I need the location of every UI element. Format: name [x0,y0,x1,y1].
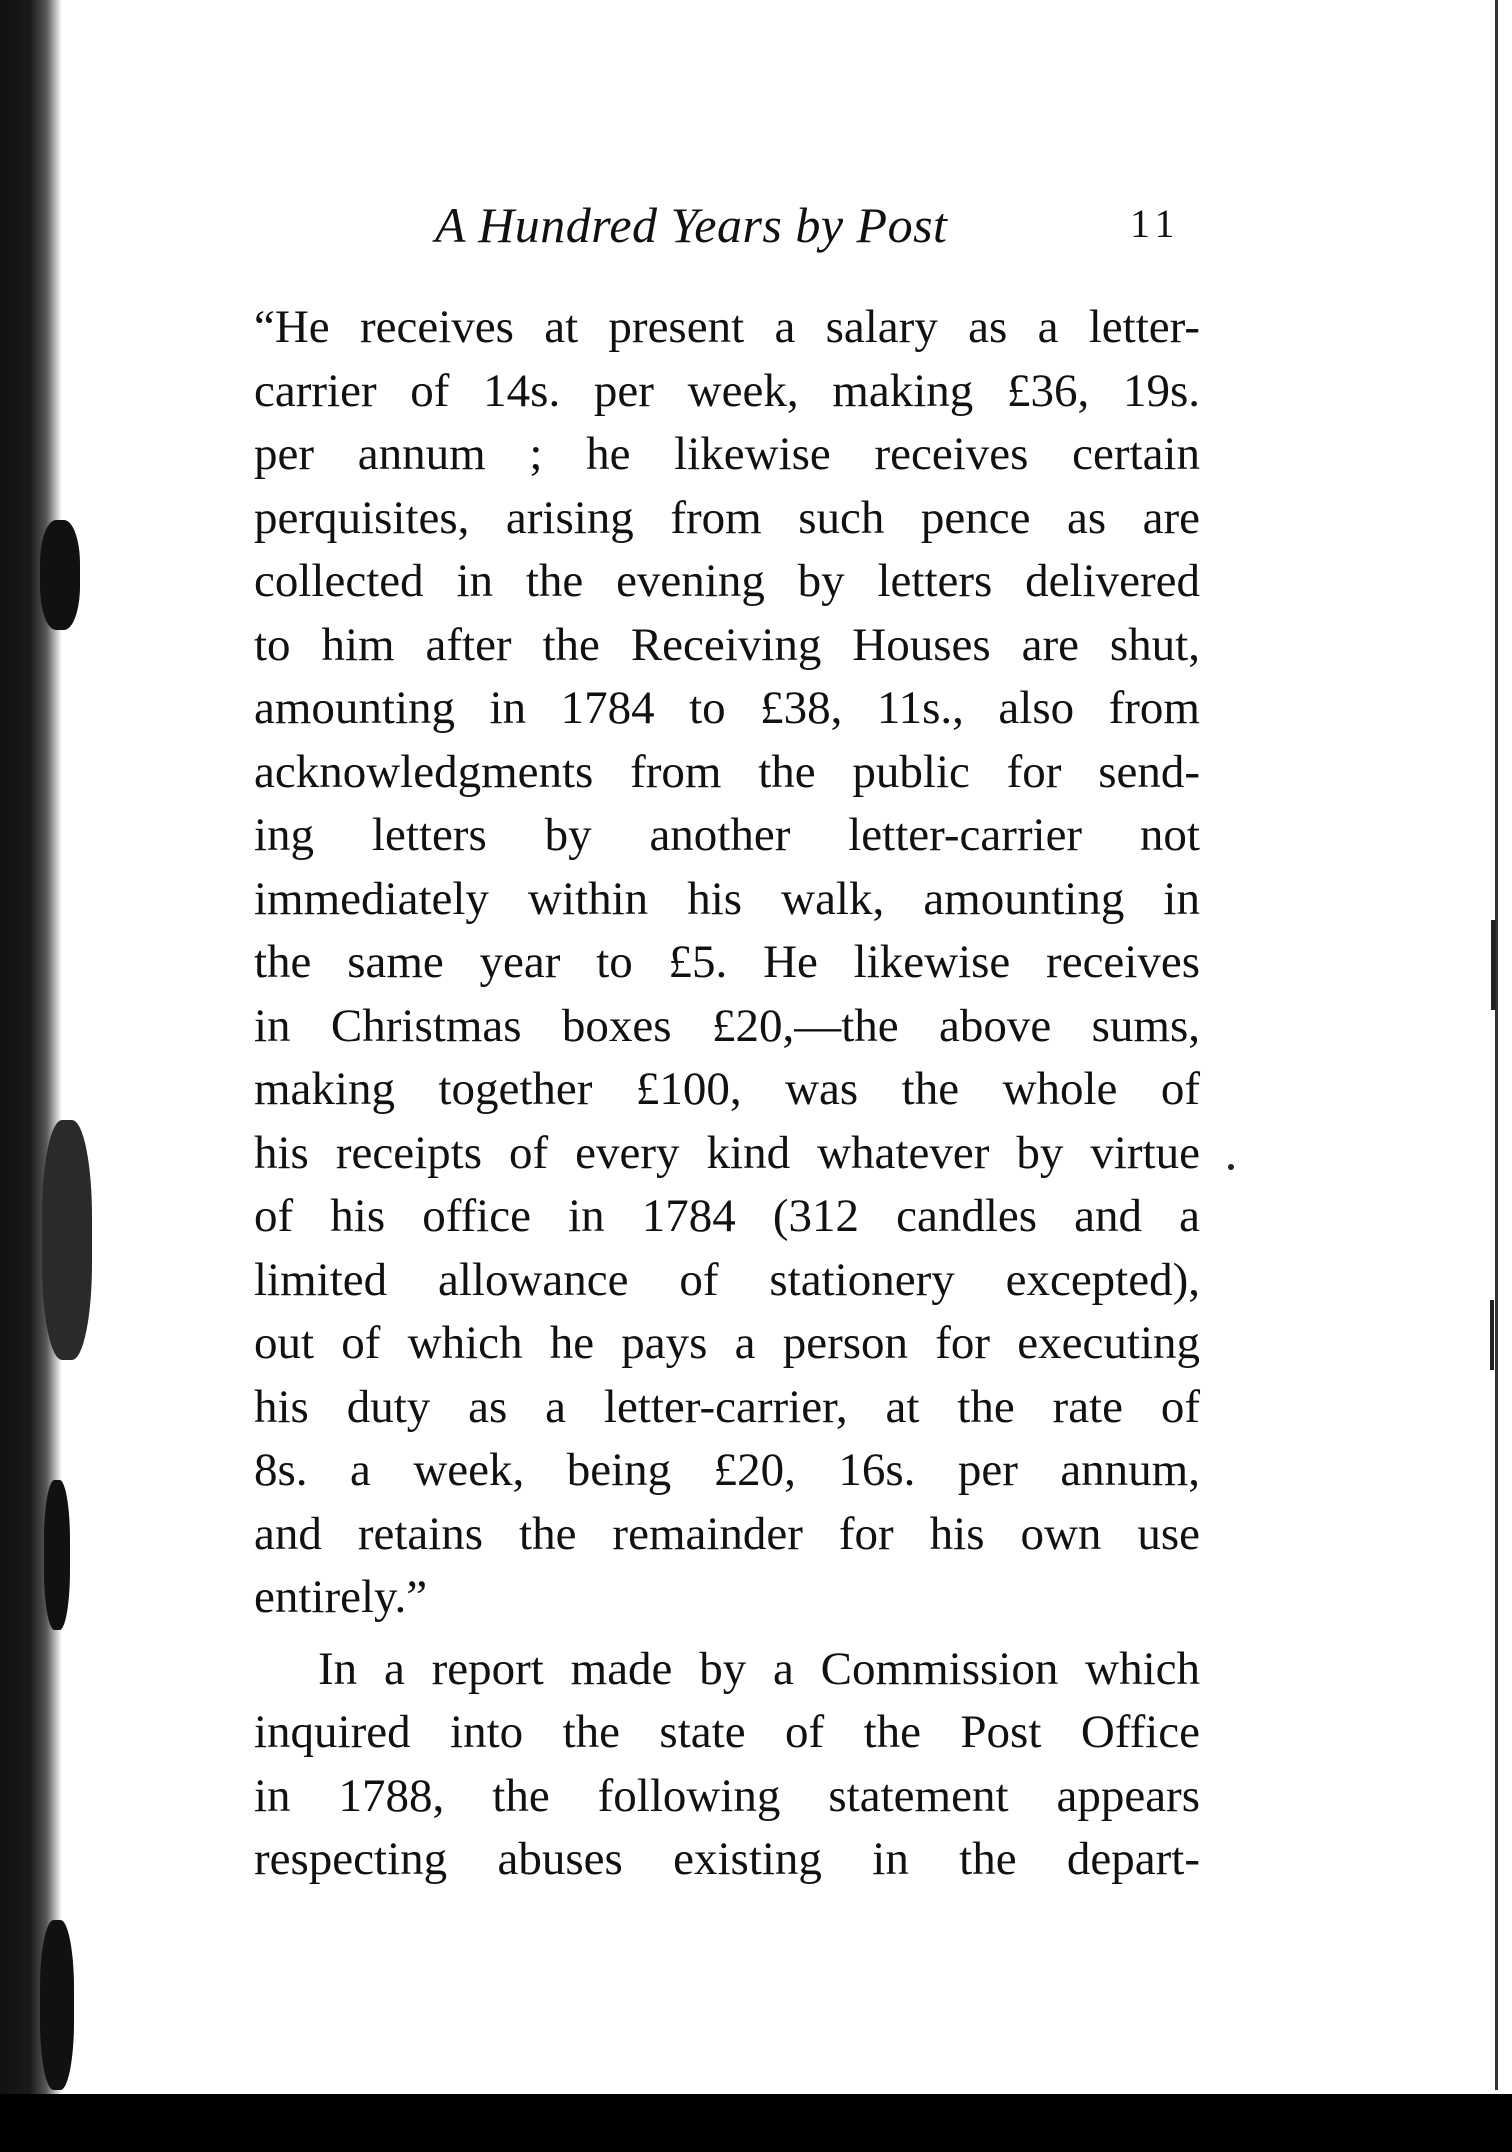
text-line: to him after the Receiving Houses are shut, [254,618,1200,671]
running-header [250,196,1200,256]
page-number: 11 [1130,201,1181,246]
scan-blot [44,1480,70,1630]
text-line: ing letters by another letter-carrier not [254,809,1200,861]
body-text [254,296,1200,1892]
text-line: of his office in 1784 (312 candles and a [254,1190,1200,1242]
scan-left-edge-shadow [0,0,62,2152]
text-line: perquisites, arising from such pence as are [254,491,1200,544]
scan-blot [42,1120,92,1360]
text-line: in 1788, the following statement appears [254,1769,1200,1822]
text-line: in Christmas boxes £20,—the above sums, [254,999,1200,1052]
text-line: “He receives at present a salary as a letter- [254,301,1200,353]
text-line: the same year to £5. He likewise receives [254,936,1200,988]
text-line: his duty as a letter-carrier, at the rate of [254,1380,1200,1433]
running-title: A Hundred Years by Post [435,197,948,253]
text-line: per annum ; he likewise receives certain [254,428,1200,480]
text-line: immediately within his walk, amounting in [254,872,1200,925]
text-line: amounting in 1784 to £38, 11s., also from [254,682,1200,734]
scan-right-mark [1491,920,1496,1010]
scan-bottom-edge [0,2094,1512,2152]
text-line: entirely.” [254,1571,428,1623]
paragraph-quote [254,296,1200,1630]
scan-speck [1228,1164,1234,1170]
text-line: his receipts of every kind whatever by virtue [254,1126,1200,1179]
paragraph-gap [254,1630,1200,1638]
text-line: and retains the remainder for his own use [254,1507,1200,1560]
scan-blot [40,1920,74,2090]
scan-right-mark [1490,1300,1494,1370]
scan-blot [40,520,80,630]
text-line: acknowledgments from the public for send- [254,745,1200,798]
text-line: carrier of 14s. per week, making £36, 19s. [254,364,1200,417]
text-line: out of which he pays a person for executing [254,1317,1200,1369]
scan-right-edge [1495,0,1498,2090]
text-line: 8s. a week, being £20, 16s. per annum, [254,1444,1200,1496]
text-line: limited allowance of stationery excepted), [254,1253,1200,1306]
text-line: collected in the evening by letters delivered [254,555,1200,607]
text-line: respecting abuses existing in the depart- [254,1833,1200,1885]
paragraph-report [254,1638,1200,1892]
text-line: inquired into the state of the Post Office [254,1706,1200,1758]
text-line: In a report made by a Commission which [318,1642,1200,1695]
text-line: making together £100, was the whole of [254,1063,1200,1115]
